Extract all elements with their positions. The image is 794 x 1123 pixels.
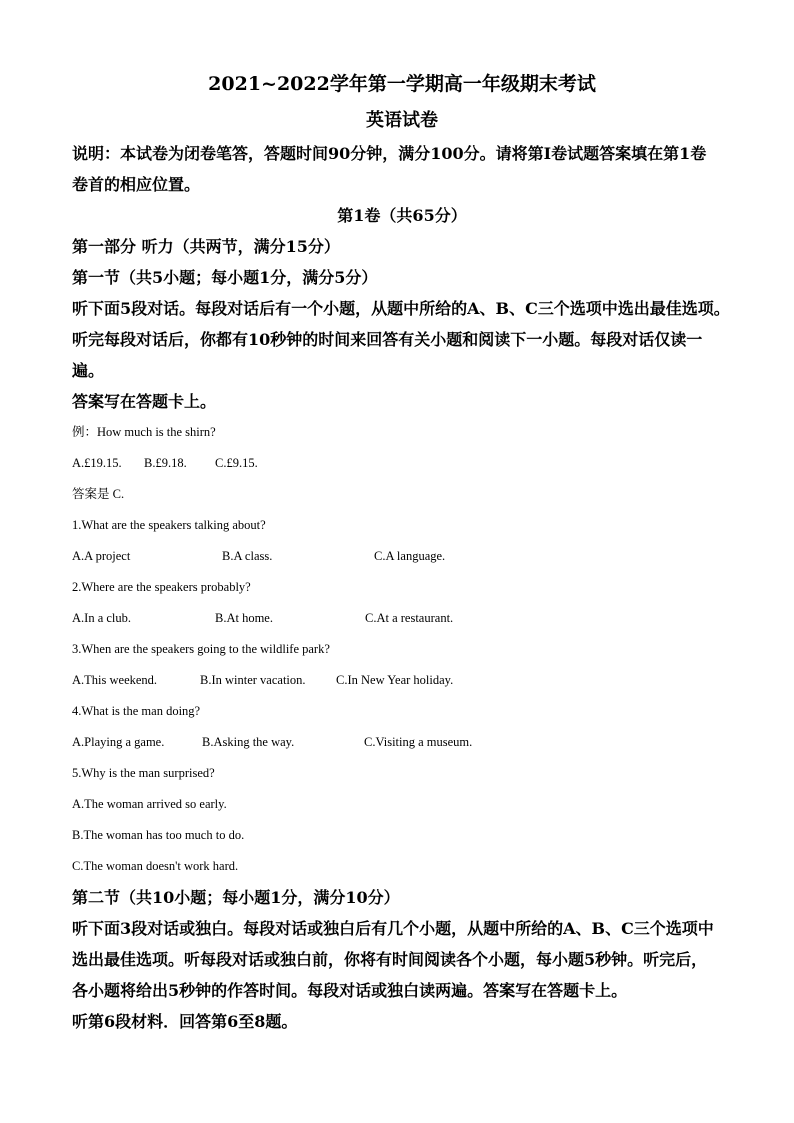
question-2: 2.Where are the speakers probably? <box>72 580 251 594</box>
option-a: A.A project <box>72 549 131 563</box>
exam-subtitle: 英语试卷 <box>366 110 438 131</box>
instruction-line: 选出最佳选项。听每段对话或独白前，你将有时间阅读各个小题，每小题5秒钟。听完后， <box>72 950 708 969</box>
question-1: 1.What are the speakers talking about? <box>72 518 266 532</box>
instruction-line: 各小题将给出5秒钟的作答时间。每段对话或独白读两遍。答案写在答题卡上。 <box>72 981 628 1000</box>
exam-title: 2021~2022学年第一学期高一年级期末考试 <box>208 73 596 95</box>
notes-line-1: 说明：本试卷为闭卷笔答，答题时间90分钟，满分100分。请将第I卷试题答案填在第1卷 <box>72 144 707 163</box>
exam-page <box>72 68 732 1037</box>
option-c: C.Visiting a museum. <box>364 735 473 749</box>
question-3: 3.When are the speakers going to the wildlife park? <box>72 642 330 656</box>
example-options <box>72 448 732 479</box>
option-a: A.This weekend. <box>72 673 158 687</box>
option-b: B.Asking the way. <box>202 735 295 749</box>
instruction-line: 听下面5段对话。每段对话后有一个小题，从题中所给的A、B、C三个选项中选出最佳选项。 <box>72 299 730 318</box>
option-c: C.A language. <box>374 549 446 563</box>
example-answer: 答案是 C. <box>72 487 125 501</box>
instruction-line: 听下面3段对话或独白。每段对话或独白后有几个小题，从题中所给的A、B、C三个选项中 <box>72 919 714 938</box>
example-question: 例：How much is the shirn? <box>72 425 216 439</box>
option-a: A.£19.15. <box>72 456 122 470</box>
volume-title: 第1卷（共65分） <box>337 206 467 225</box>
section1-title: 第一节（共5小题；每小题1分，满分5分） <box>72 268 378 287</box>
option-b: B.At home. <box>215 611 273 625</box>
option-c: C.The woman doesn't work hard. <box>72 859 239 873</box>
question-4: 4.What is the man doing? <box>72 704 201 718</box>
option-c: C.£9.15. <box>215 456 258 470</box>
section1-instructions <box>72 293 732 417</box>
option-b: B.The woman has too much to do. <box>72 828 245 842</box>
question-5: 5.Why is the man surprised? <box>72 766 215 780</box>
notes-line-2: 卷首的相应位置。 <box>72 175 201 194</box>
option-b: B.In winter vacation. <box>200 673 306 687</box>
section2-title: 第二节（共10小题；每小题1分，满分10分） <box>72 888 400 907</box>
option-b: B.£9.18. <box>144 456 187 470</box>
material-instruction: 听第6段材料．回答第6至8题。 <box>72 1012 298 1031</box>
option-c: C.At a restaurant. <box>365 611 454 625</box>
option-b: B.A class. <box>222 549 273 563</box>
question-1-options <box>72 541 732 572</box>
option-a: A.Playing a game. <box>72 735 165 749</box>
question-3-options <box>72 665 732 696</box>
option-c: C.In New Year holiday. <box>336 673 454 687</box>
question-2-options <box>72 603 732 634</box>
part1-title: 第一部分 听力（共两节，满分15分） <box>72 237 340 256</box>
instruction-line: 答案写在答题卡上。 <box>72 392 217 411</box>
option-a: A.In a club. <box>72 611 132 625</box>
question-4-options <box>72 727 732 758</box>
instruction-line: 听完每段对话后，你都有10秒钟的时间来回答有关小题和阅读下一小题。每段对话仅读一遍。 <box>72 330 703 380</box>
section2-instructions <box>72 913 732 1006</box>
option-a: A.The woman arrived so early. <box>72 797 227 811</box>
